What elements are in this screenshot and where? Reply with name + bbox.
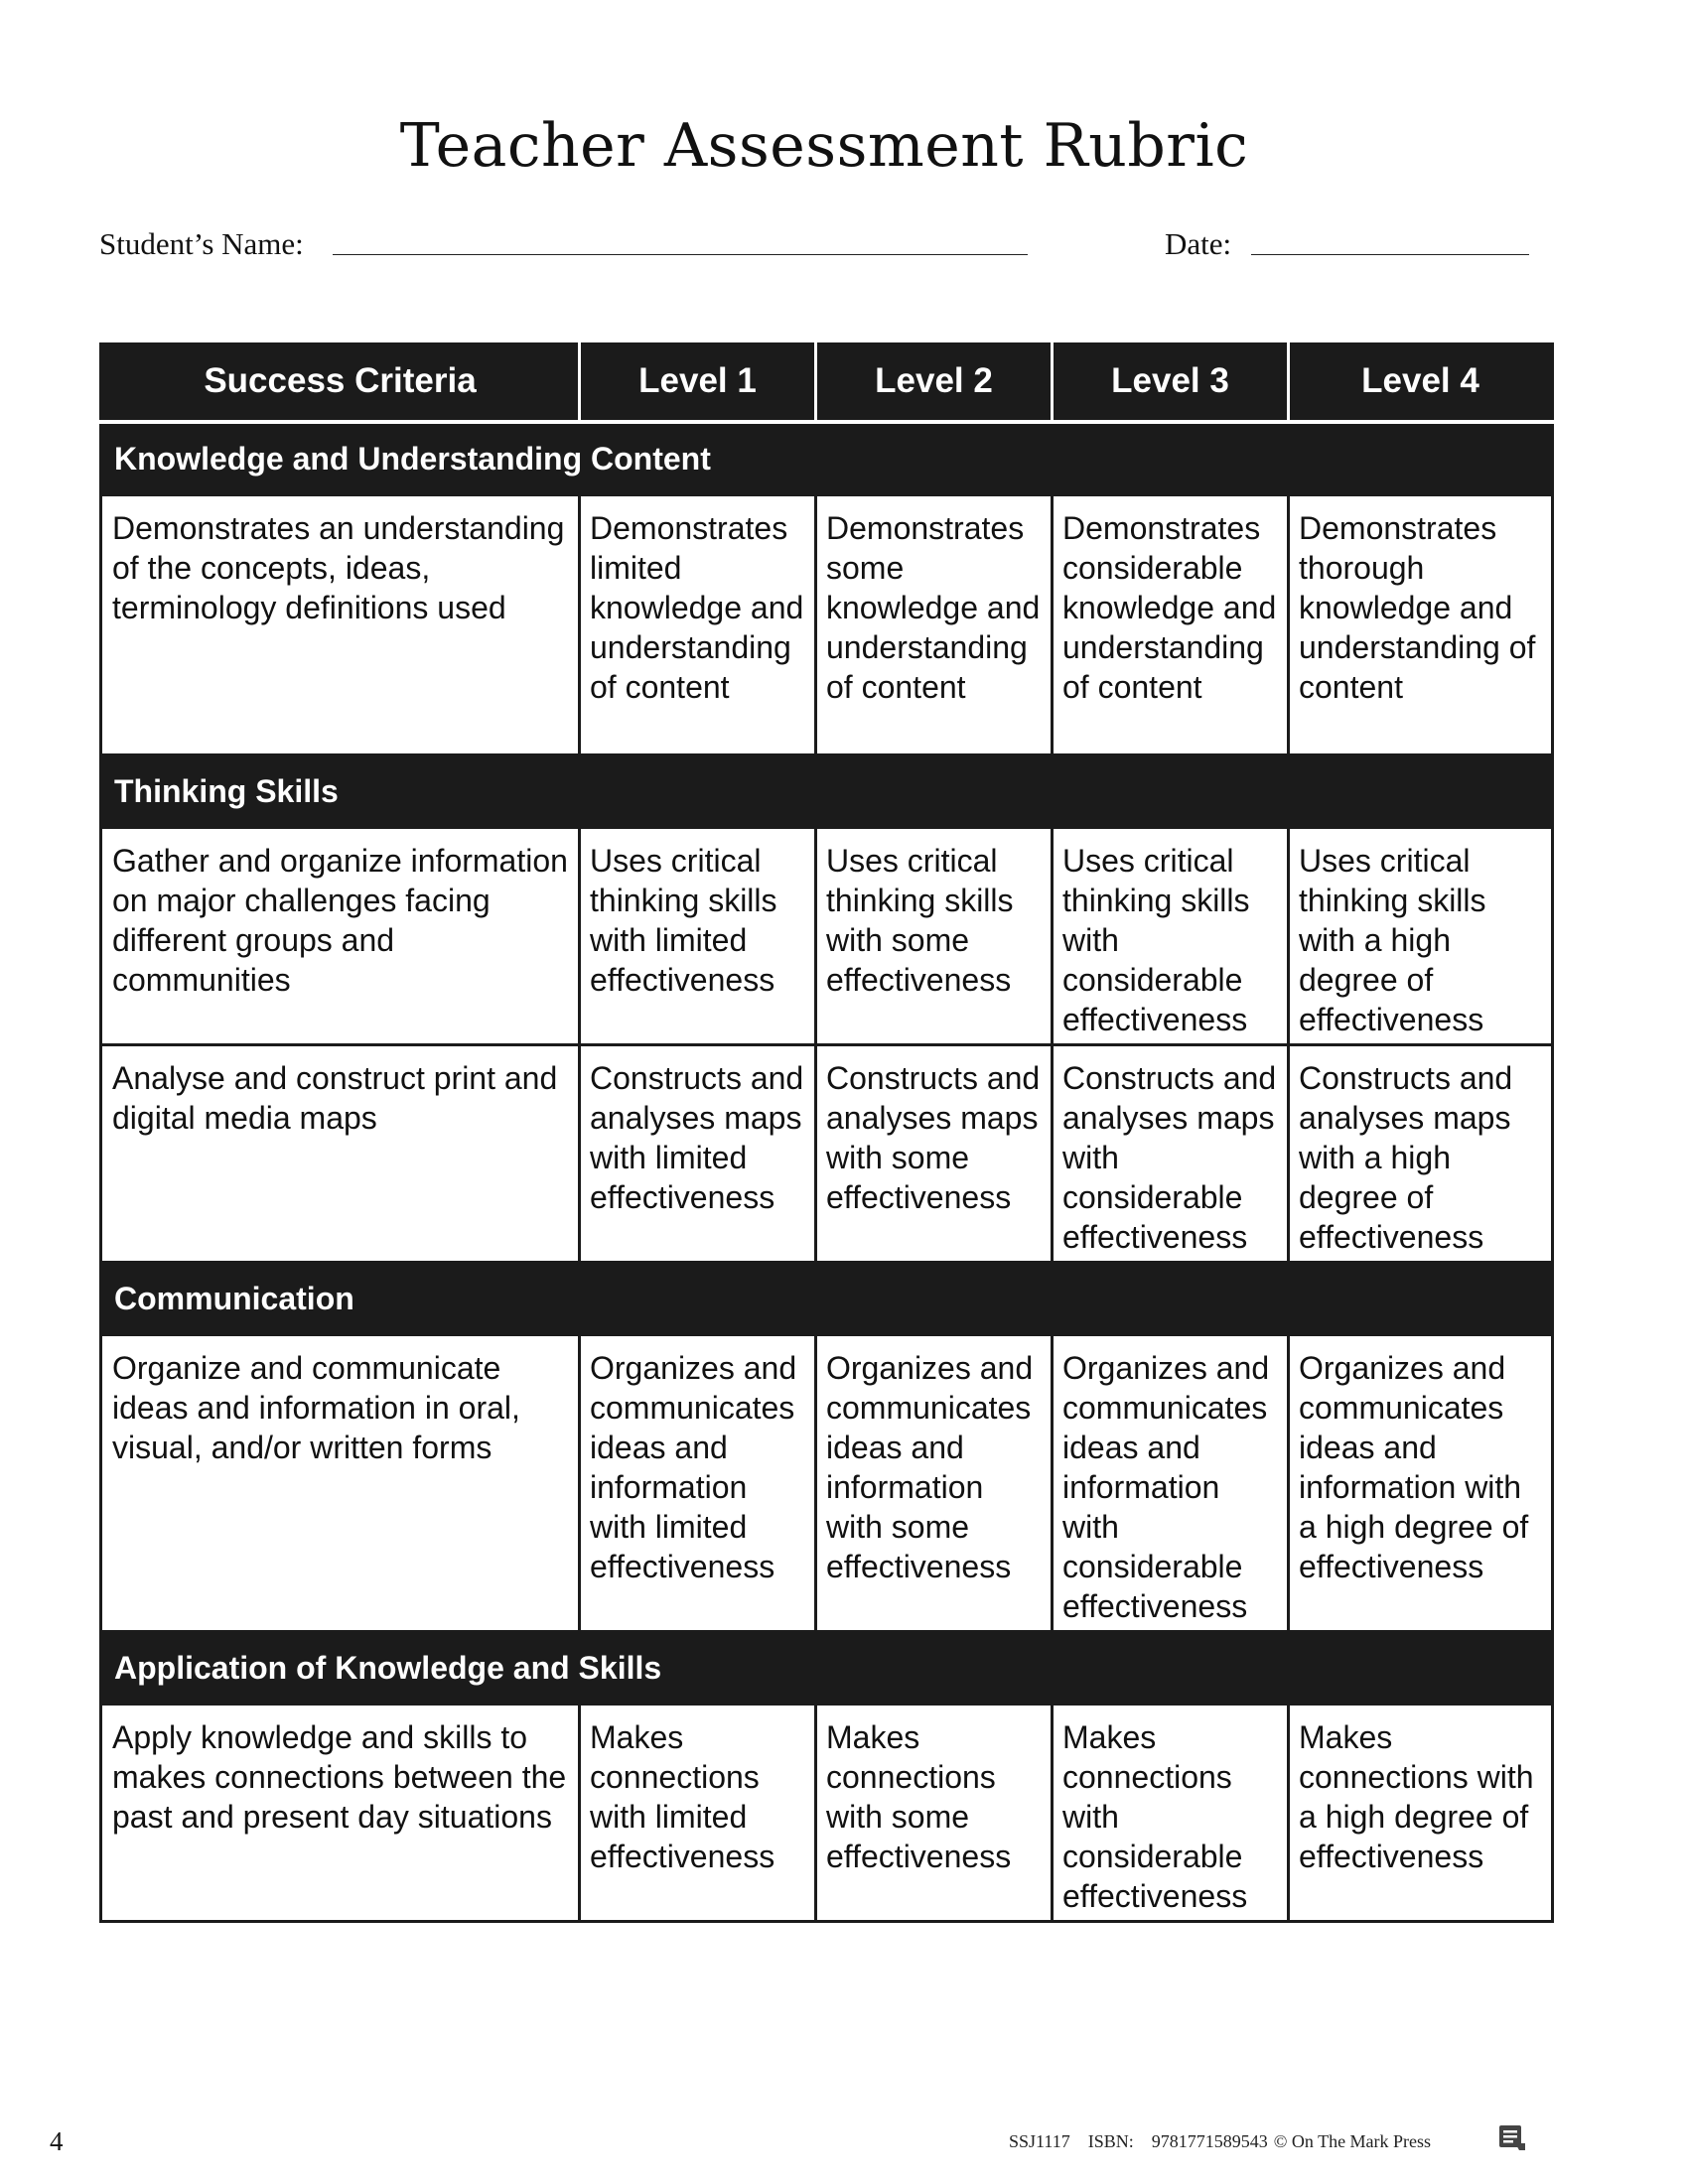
criteria-cell: Demonstrates an understanding of the concepts, ideas, terminology definitions used: [101, 495, 580, 755]
header-level-4: Level 4: [1289, 342, 1553, 422]
level-3-cell: Makes connections with considerable effectiveness: [1053, 1705, 1289, 1922]
page-number: 4: [50, 2126, 64, 2156]
level-3-cell: Uses critical thinking skills with considerable effectiveness: [1053, 828, 1289, 1045]
level-2-cell: Constructs and analyses maps with some effectiveness: [816, 1045, 1053, 1263]
rubric-table: [99, 342, 1554, 1923]
publisher-name: © On The Mark Press: [1273, 2131, 1432, 2151]
level-2-cell: Organizes and communicates ideas and information with some effectiveness: [816, 1335, 1053, 1632]
level-2-cell: Makes connections with some effectiveness: [816, 1705, 1053, 1922]
product-code: SSJ1117: [1009, 2131, 1070, 2151]
level-1-cell: Demonstrates limited knowledge and understanding of content: [580, 495, 816, 755]
criteria-cell: Analyse and construct print and digital media maps: [101, 1045, 580, 1263]
table-row: [101, 495, 1553, 755]
table-row: [101, 1335, 1553, 1632]
criteria-cell: Apply knowledge and skills to makes connections between the past and present day situations: [101, 1705, 580, 1922]
criteria-cell: Organize and communicate ideas and information in oral, visual, and/or written forms: [101, 1335, 580, 1632]
header-level-3: Level 3: [1053, 342, 1289, 422]
level-4-cell: Constructs and analyses maps with a high degree of effectiveness: [1289, 1045, 1553, 1263]
level-3-cell: Constructs and analyses maps with considerable effectiveness: [1053, 1045, 1289, 1263]
header-level-1: Level 1: [580, 342, 816, 422]
level-4-cell: Organizes and communicates ideas and information with a high degree of effectiveness: [1289, 1335, 1553, 1632]
table-row: [101, 828, 1553, 1045]
isbn-label: ISBN:: [1087, 2131, 1134, 2151]
section-header: [101, 755, 1553, 828]
page-title: Teacher Assessment Rubric: [399, 111, 1249, 181]
level-1-cell: Uses critical thinking skills with limited effectiveness: [580, 828, 816, 1045]
student-name-label: Student’s Name:: [99, 226, 304, 261]
header-level-2: Level 2: [816, 342, 1053, 422]
level-1-cell: Organizes and communicates ideas and information with limited effectiveness: [580, 1335, 816, 1632]
section-title: Communication: [101, 1263, 1553, 1335]
section-header: [101, 1632, 1553, 1705]
date-label: Date:: [1165, 226, 1232, 261]
section-title: Application of Knowledge and Skills: [101, 1632, 1553, 1705]
section-header: [101, 422, 1553, 495]
date-field[interactable]: [1251, 254, 1529, 255]
level-1-cell: Makes connections with limited effectiveness: [580, 1705, 816, 1922]
level-4-cell: Uses critical thinking skills with a high degree of effectiveness: [1289, 828, 1553, 1045]
header-success-criteria: Success Criteria: [101, 342, 580, 422]
table-row: [101, 1705, 1553, 1922]
level-2-cell: Demonstrates some knowledge and understanding of content: [816, 495, 1053, 755]
level-1-cell: Constructs and analyses maps with limited effectiveness: [580, 1045, 816, 1263]
section-title: Thinking Skills: [101, 755, 1553, 828]
level-2-cell: Uses critical thinking skills with some effectiveness: [816, 828, 1053, 1045]
footer-info: [1009, 2131, 1449, 2152]
student-name-field[interactable]: [333, 254, 1028, 255]
level-3-cell: Organizes and communicates ideas and information with considerable effectiveness: [1053, 1335, 1289, 1632]
section-header: [101, 1263, 1553, 1335]
level-4-cell: Demonstrates thorough knowledge and understanding of content: [1289, 495, 1553, 755]
level-4-cell: Makes connections with a high degree of effectiveness: [1289, 1705, 1553, 1922]
header-row: [101, 342, 1553, 422]
section-title: Knowledge and Understanding Content: [101, 422, 1553, 495]
isbn-value: 9781771589543: [1151, 2131, 1268, 2151]
table-row: [101, 1045, 1553, 1263]
level-3-cell: Demonstrates considerable knowledge and understanding of content: [1053, 495, 1289, 755]
criteria-cell: Gather and organize information on major challenges facing different groups and communities: [101, 828, 580, 1045]
book-logo-icon: [1497, 2122, 1527, 2152]
student-info-row: [99, 226, 1529, 266]
